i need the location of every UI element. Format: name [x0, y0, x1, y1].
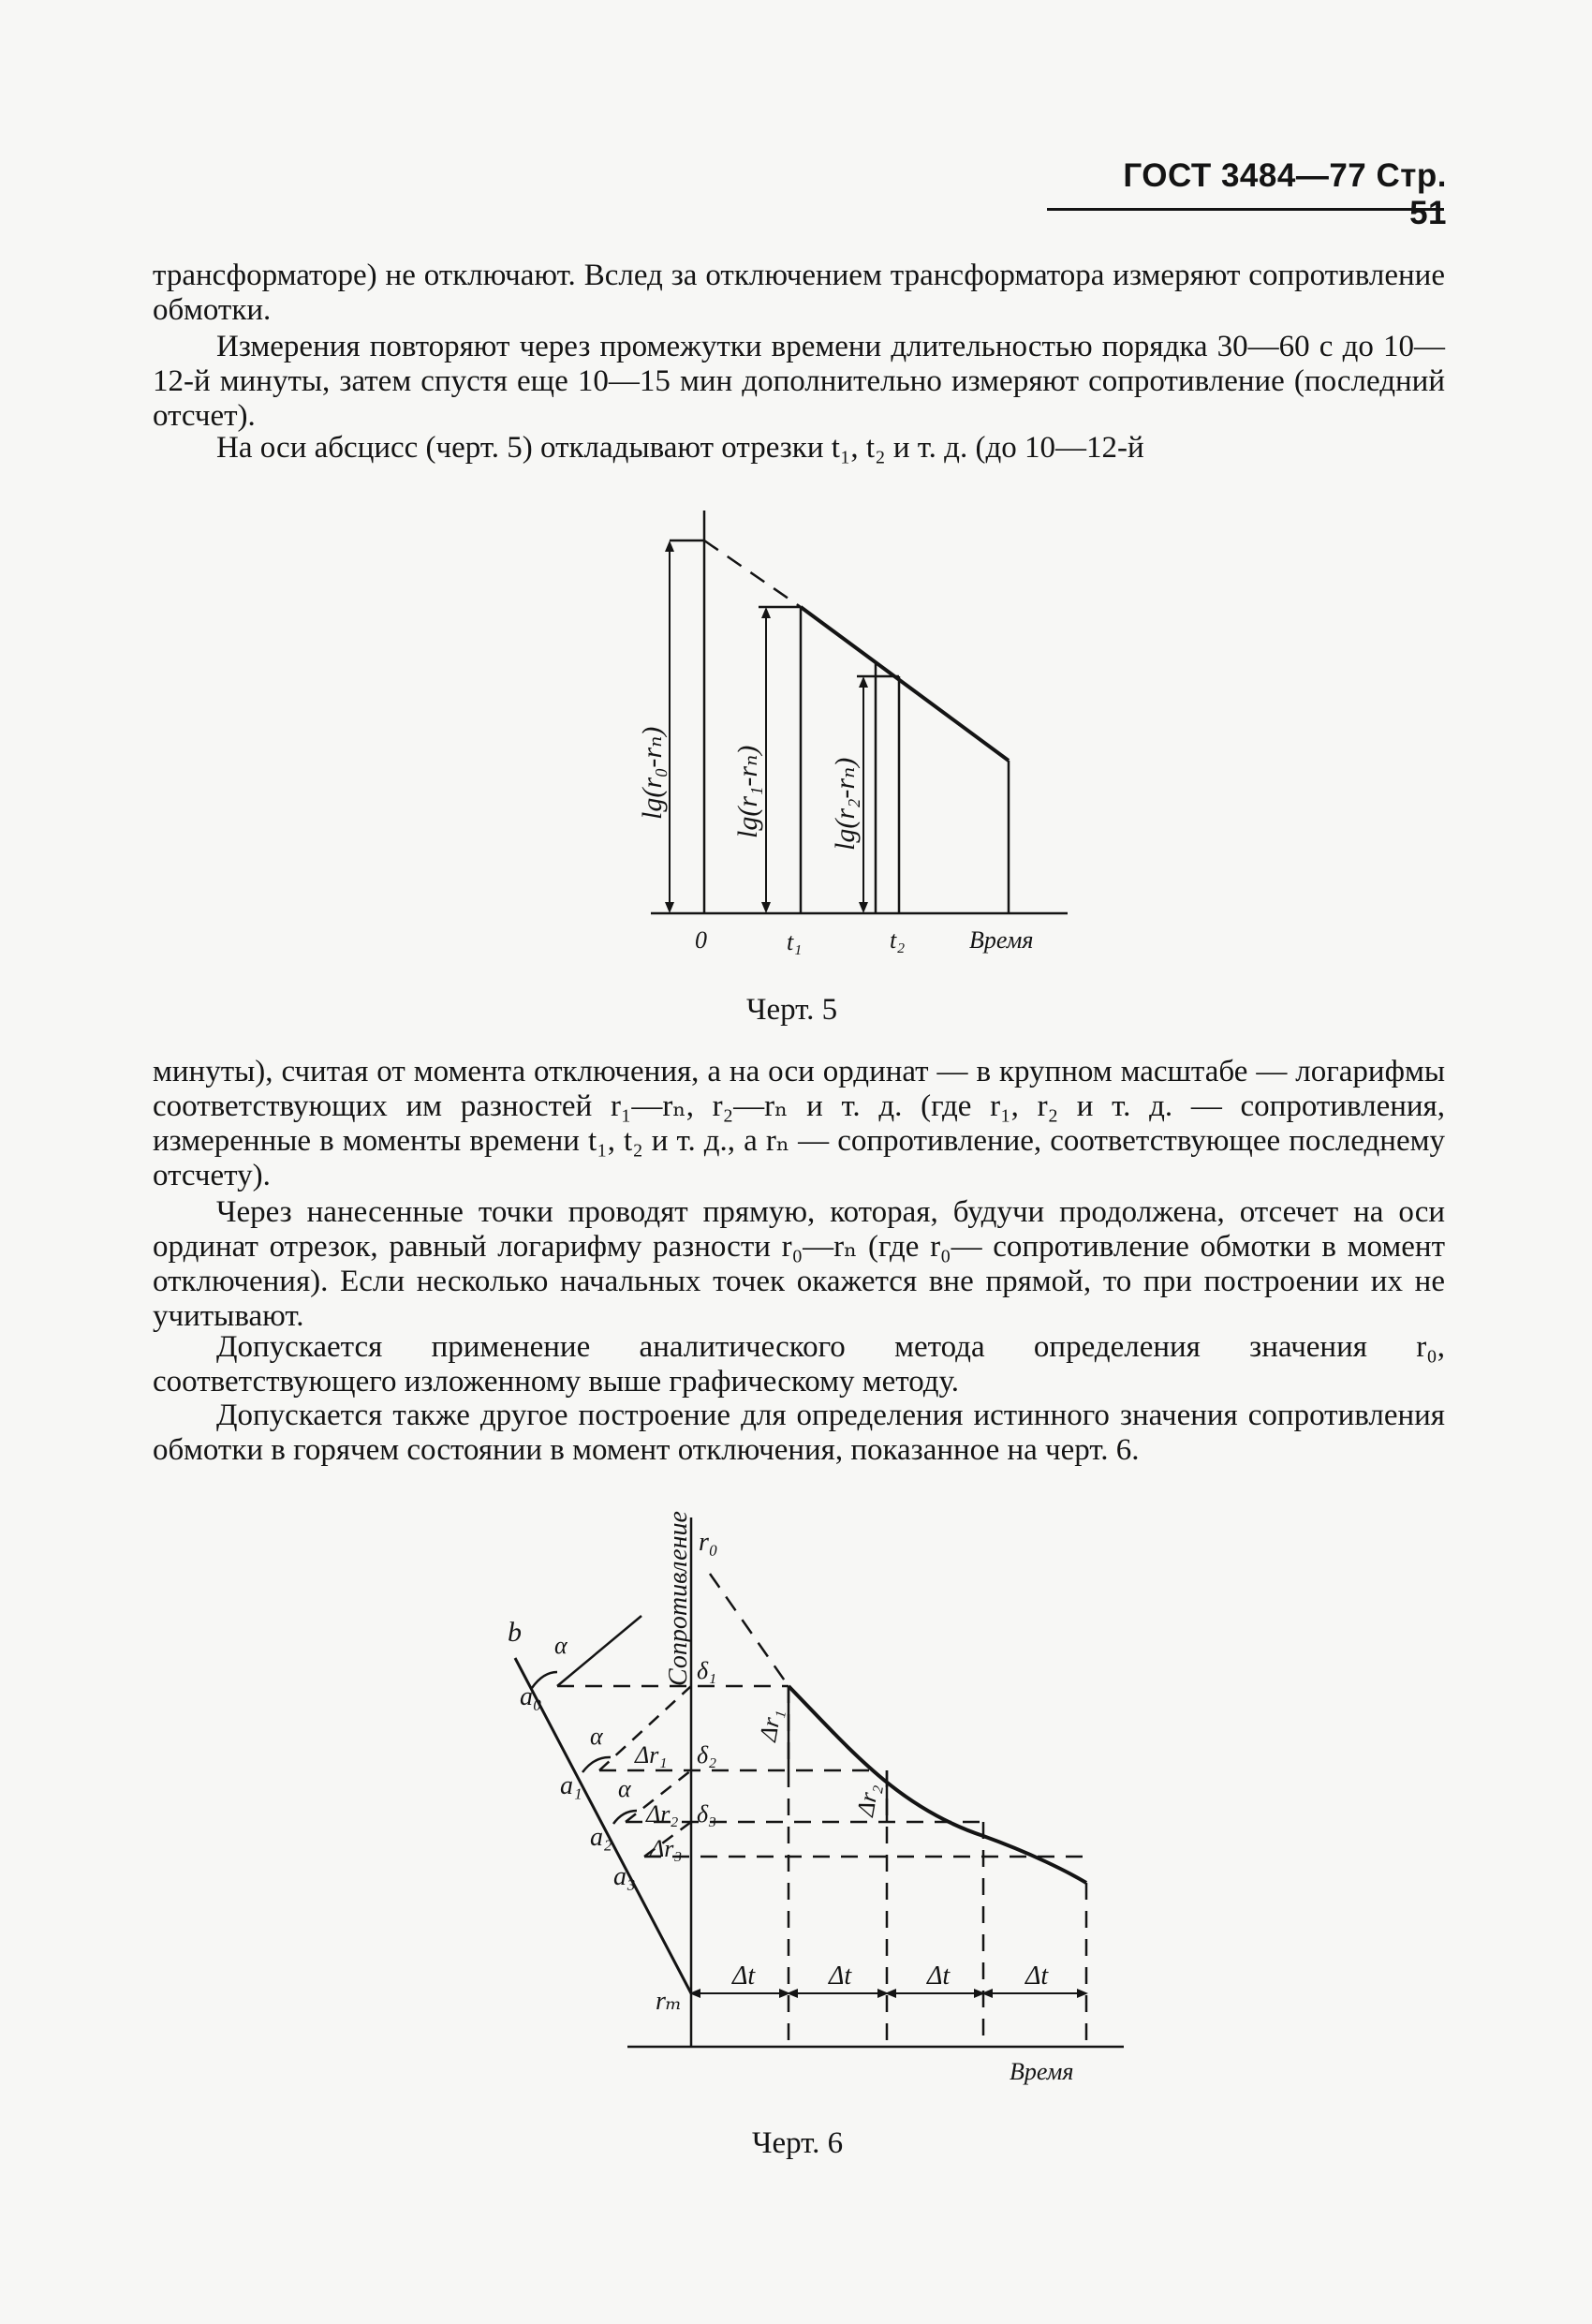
figure-6: [487, 1499, 1142, 2098]
fig5-dashed-extension: [704, 540, 801, 607]
fig6-label-b: b: [508, 1617, 522, 1648]
fig5-label-x2: t₂: [890, 926, 906, 954]
fig6-dashed-extension: [710, 1574, 789, 1686]
fig6-label-dr2-right: Δr₂: [851, 1782, 884, 1819]
fig6-label-a2: a₂: [590, 1823, 612, 1852]
fig6-curve: [789, 1686, 1086, 1883]
fig5-solid-line: [801, 607, 1009, 761]
fig5-label-y1: lg(r₁-rₙ): [732, 745, 763, 838]
header-rule: [1047, 208, 1444, 211]
fig5-label-xaxis: Время: [969, 926, 1034, 954]
fig6-label-dt-1: Δt: [732, 1961, 756, 1991]
fig5-label-x1: t₁: [787, 928, 803, 955]
paragraph-5: Через нанесенные точки проводят прямую, которая, будучи продолжена, отсечет на оси ординат отрезок, равный логарифму разности r₀—rₙ (где r₀— сопротивление обмотки в момент отключения). Если несколько начальных точек окажется вне прямой, то при построении их не учитывают.: [153, 1195, 1445, 1333]
paragraph-2: Измерения повторяют через промежутки времени длительностью порядка 30—60 с до 10—12-й минуты, затем спустя еще 10—15 мин дополнительно измеряют сопротивление (последний отсчет).: [153, 330, 1445, 433]
fig6-label-dt-4: Δt: [1025, 1961, 1049, 1991]
fig6-label-d3: δ₃: [697, 1800, 717, 1828]
fig6-label-dr1: Δr₁: [635, 1741, 668, 1769]
fig5-label-y2: lg(r₂-rₙ): [830, 757, 861, 851]
paragraph-3: На оси абсцисс (черт. 5) откладывают отрезки t₁, t₂ и т. д. (до 10—12-й: [216, 431, 1144, 465]
fig6-label-dr2: Δr₂: [646, 1800, 679, 1828]
fig5-label-x0: 0: [695, 926, 707, 954]
fig6-label-rm: rₘ: [656, 1987, 683, 2016]
fig6-label-dt-3: Δt: [927, 1961, 951, 1991]
fig6-label-alpha-2: α: [590, 1723, 603, 1750]
fig6-label-a0: a₀: [520, 1682, 542, 1711]
fig6-label-dt-2: Δt: [829, 1961, 852, 1991]
paragraph-6: Допускается применение аналитического метода определения значения r₀, соответствующего изложенному выше графическому методу.: [153, 1330, 1445, 1399]
figure-5: [618, 496, 1105, 965]
fig6-label-d2: δ₂: [697, 1741, 717, 1769]
figure-6-caption: Черт. 6: [752, 2126, 844, 2160]
paragraph-7: Допускается также другое построение для определения истинного значения сопротивления обмотки в горячем состоянии в момент отключения, показанное на черт. 6.: [153, 1399, 1445, 1467]
fig6-label-d1: δ₁: [697, 1657, 717, 1684]
fig6-label-a3: a₃: [613, 1862, 636, 1891]
fig6-label-alpha-3: α: [618, 1775, 631, 1802]
fig6-label-r0: r₀: [699, 1528, 718, 1557]
paragraph-4: минуты), считая от момента отключения, а на оси ординат — в крупном масштабе — логарифмы соответствующих им разностей r₁—rₙ, r₂—rₙ и т. д. (где r₁, r₂ и т. д. — сопротивления, измеренные в моменты времени t₁, t₂ и т. д., а rₙ — сопротивление, соответствующее последнему отсчету).: [153, 1055, 1445, 1192]
paragraph-1: трансформаторе) не отключают. Вслед за отключением трансформатора измеряют сопротивление обмотки.: [153, 259, 1445, 327]
fig5-label-y0: lg(r₀-rₙ): [637, 726, 668, 820]
page-header: ГОСТ 3484—77 Стр. 51: [1123, 157, 1447, 231]
fig6-label-dr1-right: Δr₁: [754, 1707, 787, 1744]
fig6-label-alpha-1: α: [554, 1632, 568, 1659]
fig6-label-xaxis: Время: [1010, 2058, 1074, 2085]
fig6-label-yaxis: Сопротивление: [664, 1511, 693, 1686]
fig6-label-a1: a₁: [560, 1771, 582, 1800]
figure-5-caption: Черт. 5: [746, 993, 838, 1027]
fig6-label-dr3: Δr₃: [650, 1835, 683, 1862]
